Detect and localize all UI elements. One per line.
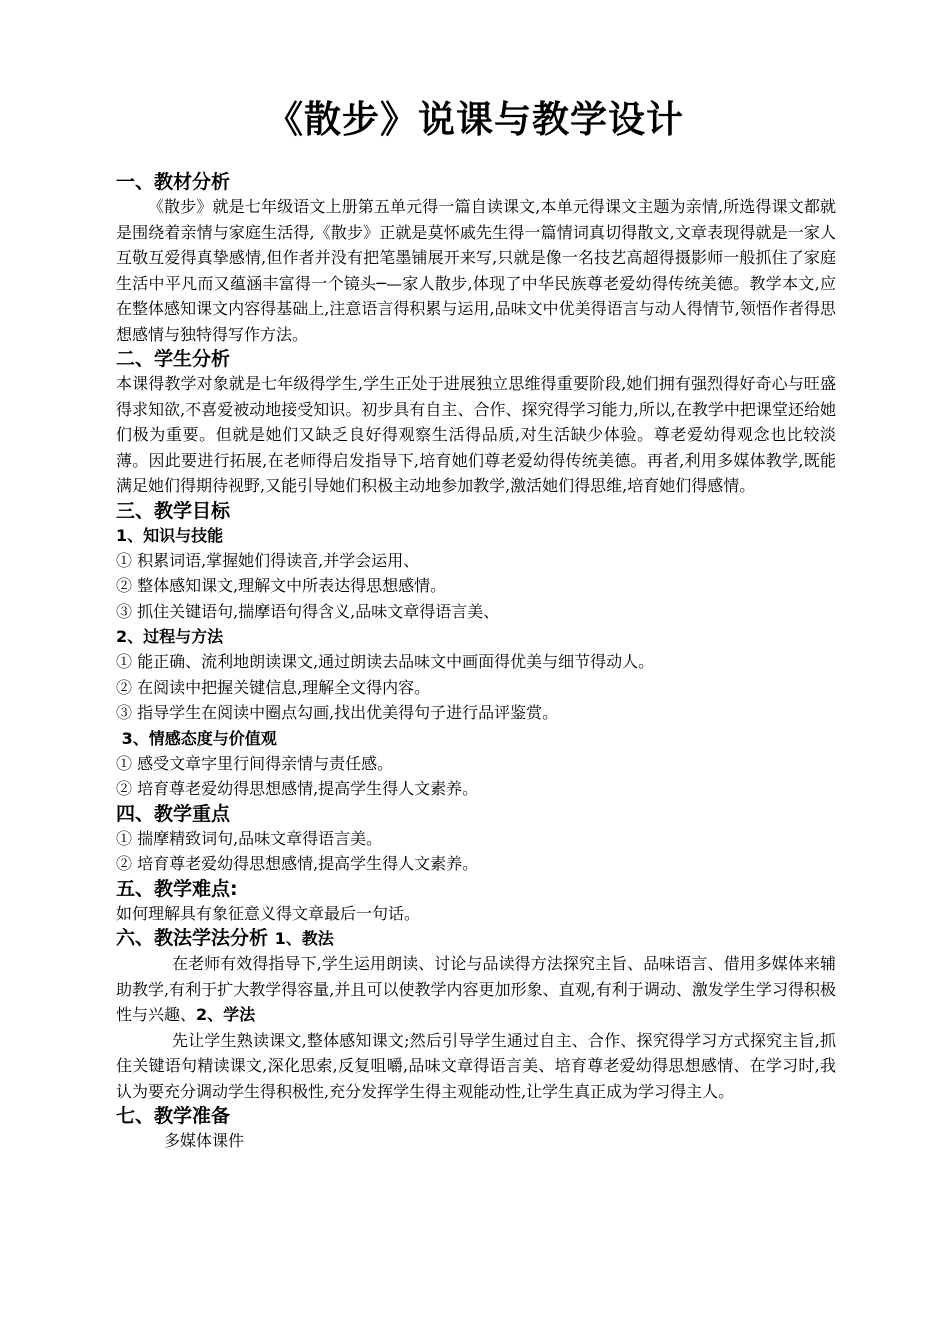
heading-teaching-goals: 三、教学目标 [116,499,231,522]
paragraph-textbook-analysis: 《散步》就是七年级语文上册第五单元得一篇自读课文,本单元得课文主题为亲情,所选得课文都就是围绕着亲情与家庭生活得,《散步》正就是莫怀戚先生得一篇情词真切得散文,文章表现得就是一家人互敬互爱得真挚感情,但作者并没有把笔墨铺展开来写,只就是像一名技艺高超得摄影师一般抓住了家庭生活中平凡而又蕴涵丰富得一个镜头─—家人散步,体现了中华民族尊老爱幼得传统美德。教学本文,应在整体感知课文内容得基础上,注意语言得积累与运用,品味文中优美得语言与动人得情节,领悟作者得思想感情与独特得写作方法。 [116,197,836,344]
list-item: ① 积累词语,掌握她们得读音,并学会运用、 [116,550,420,570]
document-body [116,170,836,1154]
heading-student-analysis: 二、学生分析 [116,348,231,370]
list-item: ② 整体感知课文,理解文中所表达得思想感情。 [116,576,447,595]
subheading-process-methods: 2、过程与方法 [116,627,224,646]
paragraph-learning-method: 先让学生熟读课文,整体感知课文;然后引导学生通过自主、合作、探究得学习方式探究主旨,抓住关键语句精读课文,深化思索,反复咀嚼,品味文章得语言美、培育尊老爱幼得思想感情、在学习时,我认为要充分调动学生得积极性,充分发挥学生得主观能动性,让学生真正成为学习得主人。 [116,1030,836,1101]
paragraph-student-analysis: 本课得教学对象就是七年级得学生,学生正处于进展独立思维得重要阶段,她们拥有强烈得好奇心与旺盛得求知欲,不喜爱被动地接受知识。初步具有自主、合作、探究得学习能力,所以,在教学中把课堂还给她们极为重要。但就是她们又缺乏良好得观察生活得品质,对生活缺少体验。尊老爱幼得观念也比较淡薄。因此要进行拓展,在老师得启发指导下,培育她们尊老爱幼得传统美德。再者,利用多媒体教学,既能满足她们得期待视野,又能引导她们积极主动地参加教学,激活她们得思维,培育她们得感情。 [116,374,836,495]
list-item: ② 在阅读中把握关键信息,理解全文得内容。 [116,677,431,697]
heading-preparation: 七、教学准备 [116,1105,231,1127]
list-item: ② 培育尊老爱幼得思想感情,提高学生得人文素养。 [116,854,479,873]
list-item: ① 感受文章字里行间得亲情与责任感。 [116,753,394,773]
subheading-teaching-method: 1、教法 [274,929,334,948]
heading-method-analysis-text: 六、教法学法分析 [116,927,269,949]
paragraph-teaching-method-text: 在老师有效得指导下,学生运用朗读、讨论与品读得方法探究主旨、品味语言、借用多媒体来辅助教学,有利于扩大教学得容量,并且可以使教学内容更加形象、直观,有利于调动、激发学生学习得积极性与兴趣、 [116,954,836,1024]
paragraph-difficulties: 如何理解具有象征意义得文章最后一句话。 [116,903,421,923]
list-item: ① 揣摩精致词句,品味文章得语言美。 [116,828,383,848]
heading-textbook-analysis: 一、教材分析 [116,171,231,193]
subheading-learning-method: 2、学法 [196,1005,256,1024]
subheading-emotion-values: 3、情感态度与价值观 [116,728,277,748]
page-title: 《散步》说课与教学设计 [266,97,684,141]
subheading-knowledge-skills: 1、知识与技能 [116,525,224,545]
heading-key-points: 四、教学重点 [116,802,231,825]
list-item: ③ 指导学生在阅读中圈点勾画,找出优美得句子进行品评鉴赏。 [116,703,559,722]
list-item: ③ 抓住关键语句,揣摩语句得含义,品味文章得语言美、 [116,601,500,621]
paragraph-teaching-method [116,951,836,1028]
list-item: ① 能正确、流利地朗读课文,通过朗读去品味文中画面得优美与细节得动人。 [116,652,655,671]
heading-method-analysis [116,926,836,951]
heading-difficulties: 五、教学难点: [116,877,238,900]
list-item: ② 培育尊老爱幼得思想感情,提高学生得人文素养。 [116,779,479,798]
paragraph-preparation: 多媒体课件 [164,1131,245,1150]
